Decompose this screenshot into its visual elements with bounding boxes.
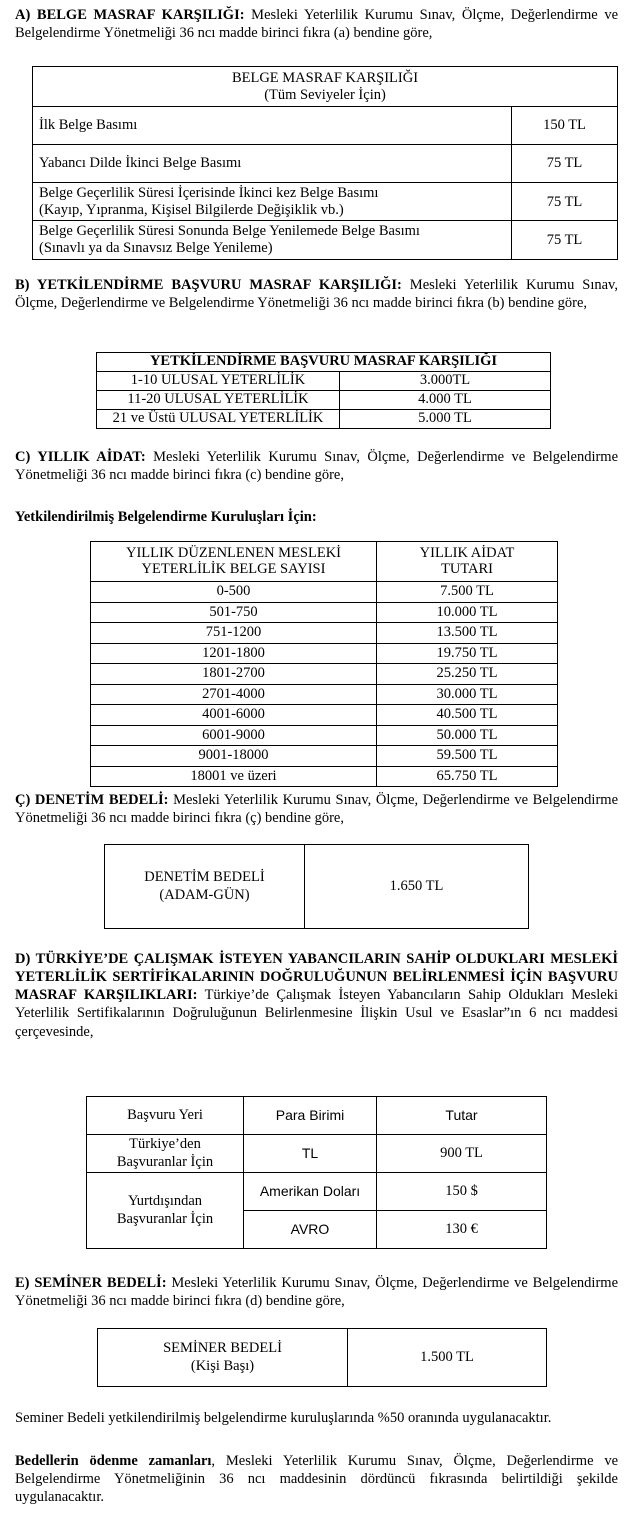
table-row [105,845,529,929]
row-label-line1: Belge Geçerlilik Süresi İçerisinde İkinci kez Belge Basımı [39,185,379,201]
table-header-row [87,1097,547,1135]
row-label: 1-10 ULUSAL YETERLİLİK [97,372,340,391]
section-cc-text: Mesleki Yeterlilik Kurumu Sınav, Ölçme, Değerlendirme ve Belgelendirme Yönetmeliği 36 ncı madde birinci fıkra (ç) bendine göre, [15,792,619,827]
section-e-paragraph [15,1274,618,1310]
row-value: 75 TL [512,221,618,259]
table-row [91,664,558,685]
section-b-paragraph [15,276,618,312]
denetim-label [105,845,305,929]
table-header-line: BELGE MASRAF KARŞILIĞI [231,69,419,86]
table-row [33,183,618,221]
row-label: 11-20 ULUSAL YETERLİLİK [97,391,340,410]
amount-cell: 150 $ [377,1173,547,1211]
table-row [91,602,558,623]
row-value: 150 TL [512,107,618,145]
table-row [91,582,558,603]
table-row [97,391,551,410]
row-value: 4.000 TL [340,391,551,410]
range-cell: 4001-6000 [91,705,377,726]
seminer-label [98,1329,348,1387]
section-cc-title: Ç) DENETİM BEDELİ: [15,792,169,808]
row-label [33,221,512,259]
section-c-paragraph [15,448,618,484]
amount-cell: 130 € [377,1211,547,1249]
table-row [98,1329,547,1387]
range-cell: 1801-2700 [91,664,377,685]
row-value: 3.000TL [340,372,551,391]
table-row [97,410,551,429]
seminer-value: 1.500 TL [348,1329,547,1387]
yillik-aidat-table [90,541,558,787]
currency-cell: TL [244,1135,377,1173]
closing-paragraph [15,1452,618,1506]
row-label-line2: (Kayıp, Yıpranma, Kişisel Bilgilerde Değişiklik vb.) [39,201,344,218]
currency-cell: AVRO [244,1211,377,1249]
table-row [91,766,558,787]
seminer-note: Seminer Bedeli yetkilendirilmiş belgelendirme kuruluşlarında %50 oranında uygulanacaktır. [15,1410,552,1426]
section-a-title: BELGE MASRAF KARŞILIĞI: [36,7,245,23]
range-cell: 9001-18000 [91,746,377,767]
aidat-rows [91,582,558,787]
closing-bold: Bedellerin ödenme zamanları [15,1453,212,1469]
section-c-title: C) YILLIK AİDAT: [15,449,146,465]
section-d-paragraph [15,950,618,1041]
table-row [91,684,558,705]
fee-cell: 59.500 TL [377,746,558,767]
place-cell [87,1135,244,1173]
row-value: 75 TL [512,183,618,221]
label-line1: DENETİM BEDELİ [144,869,265,886]
table-row [33,145,618,183]
yabanci-basvuru-table [86,1096,547,1249]
label-line1: SEMİNER BEDELİ [163,1340,282,1357]
closing-text: , Mesleki Yeterlilik Kurumu Sınav, Ölçme, Değerlendirme ve Belgelendirme Yönetmeliğinin 36 ncı maddesinin dördüncü fıkrasında belirtildiği şekilde uygulanacaktır. [15,1453,619,1506]
section-d-title: D) TÜRKİYE’DE ÇALIŞMAK İSTEYEN YABANCILARIN SAHİP OLDUKLARI MESLEKİ YETERLİLİK SERTİFİKALARININ DOĞRULUĞUNUN BELİRLENMESİ İÇİN BAŞVURU MASRAF KARŞILIKLARI: [15,951,618,1004]
row-label: Yabancı Dilde İkinci Belge Basımı [33,145,512,183]
header-line2: TUTARI [441,560,493,577]
range-cell: 501-750 [91,602,377,623]
row-label: İlk Belge Basımı [33,107,512,145]
table-row [91,746,558,767]
fee-cell: 25.250 TL [377,664,558,685]
section-a-letter: A) [15,7,31,23]
fee-cell: 50.000 TL [377,725,558,746]
fee-cell: 7.500 TL [377,582,558,603]
table-row [91,705,558,726]
table-row [87,1135,547,1173]
fee-cell: 40.500 TL [377,705,558,726]
belge-masraf-table [32,66,618,260]
fee-cell: 65.750 TL [377,766,558,787]
section-c-subtitle: Yetkilendirilmiş Belgelendirme Kuruluşları İçin: [15,509,317,525]
denetim-value: 1.650 TL [305,845,529,929]
section-c-text: Mesleki Yeterlilik Kurumu Sınav, Ölçme, Değerlendirme ve Belgelendirme Yönetmeliği 36 ncı madde birinci fıkra (c) bendine göre, [15,449,619,484]
row-label-line2: (Sınavlı ya da Sınavsız Belge Yenileme) [39,240,273,257]
place-line2: Başvuranlar İçin [116,1153,214,1170]
table-row [33,221,618,259]
amount-cell: 900 TL [377,1135,547,1173]
row-label: 21 ve Üstü ULUSAL YETERLİLİK [97,410,340,429]
place-line1: Türkiye’den [129,1136,201,1153]
table-row [33,107,618,145]
yetkilendirme-header: YETKİLENDİRME BAŞVURU MASRAF KARŞILIĞI [97,353,551,372]
seminer-table [97,1328,547,1387]
section-a-text: Mesleki Yeterlilik Kurumu Sınav, Ölçme, Değerlendirme ve Belgelendirme Yönetmeliği 36 ncı madde birinci fıkra (a) bendine göre, [15,7,619,42]
row-label-line1: Belge Geçerlilik Süresi Sonunda Belge Yenilemede Belge Basımı [39,223,420,240]
place-line2: Başvuranlar İçin [116,1210,214,1227]
table-row [91,643,558,664]
aidat-header-fee [377,542,558,582]
range-cell: 18001 ve üzeri [91,766,377,787]
header-line1: YILLIK AİDAT [419,544,515,561]
row-label [33,183,512,221]
label-line2: (ADAM-GÜN) [159,886,250,903]
aidat-header-count [91,542,377,582]
currency-cell: Amerikan Doları [244,1173,377,1211]
range-cell: 0-500 [91,582,377,603]
header-currency: Para Birimi [244,1097,377,1135]
section-a-paragraph [15,6,618,42]
yetkilendirme-table [96,352,551,429]
section-e-text: Mesleki Yeterlilik Kurumu Sınav, Ölçme, Değerlendirme ve Belgelendirme Yönetmeliği 36 ncı madde birinci fıkra (d) bendine göre, [15,1275,619,1310]
belge-masraf-header [33,67,618,107]
fee-cell: 10.000 TL [377,602,558,623]
section-b-title: B) YETKİLENDİRME BAŞVURU MASRAF KARŞILIĞI: [15,277,402,293]
range-cell: 2701-4000 [91,684,377,705]
header-line2: YETERLİLİK BELGE SAYISI [141,560,326,577]
fee-cell: 30.000 TL [377,684,558,705]
fee-cell: 13.500 TL [377,623,558,644]
label-line2: (Kişi Başı) [190,1357,255,1374]
fee-cell: 19.750 TL [377,643,558,664]
header-line1: YILLIK DÜZENLENEN MESLEKİ [125,544,342,561]
header-place: Başvuru Yeri [87,1097,244,1135]
section-b-text: Mesleki Yeterlilik Kurumu Sınav, Ölçme, Değerlendirme ve Belgelendirme Yönetmeliği 36 ncı madde birinci fıkra (b) bendine göre, [15,277,618,312]
section-cc-paragraph [15,791,618,827]
range-cell: 6001-9000 [91,725,377,746]
place-line1: Yurtdışından [127,1193,203,1210]
table-row [97,372,551,391]
table-header-subline: (Tüm Seviyeler İçin) [264,86,386,103]
row-value: 5.000 TL [340,410,551,429]
range-cell: 1201-1800 [91,643,377,664]
table-row [91,725,558,746]
header-amount: Tutar [377,1097,547,1135]
table-row [87,1173,547,1211]
row-value: 75 TL [512,145,618,183]
section-e-title: E) SEMİNER BEDELİ: [15,1275,167,1291]
section-d-text: Türkiye’de Çalışmak İsteyen Yabancıların Sahip Oldukları Mesleki Yeterlilik Sertifikalarının Doğruluğunun Belirlenmesine İlişkin Usul ve Esaslar”ın 6 ncı maddesi çerçevesinde, [15,987,618,1040]
denetim-table [104,844,529,929]
table-row [91,623,558,644]
place-cell [87,1173,244,1249]
range-cell: 751-1200 [91,623,377,644]
